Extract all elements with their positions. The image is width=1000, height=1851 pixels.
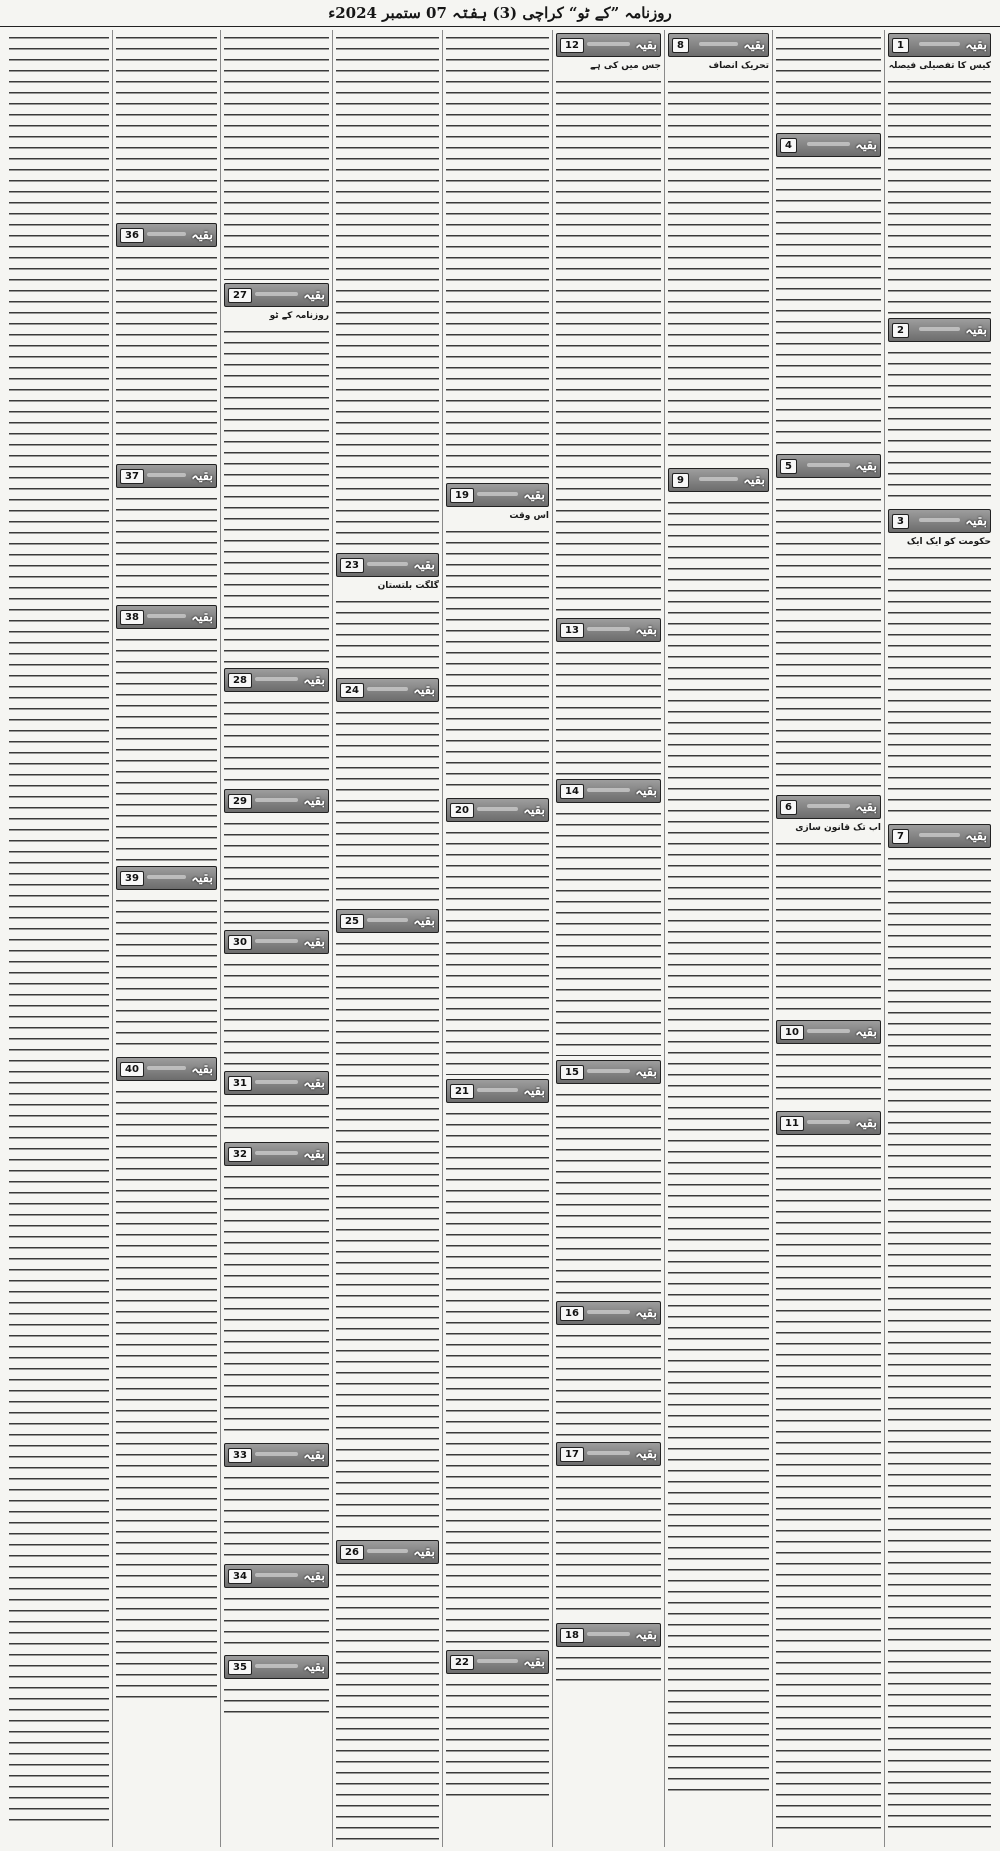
continuation-tag: 2 بقیہ: [888, 318, 991, 342]
continuation-tag: 29 بقیہ: [224, 789, 329, 813]
continuation-23: [336, 553, 439, 674]
continuation-tag: 30 بقیہ: [224, 930, 329, 954]
continuation-35: [224, 1655, 329, 1722]
story-body: [336, 30, 439, 550]
story-body: [9, 30, 109, 1830]
continuation-tag: 28 بقیہ: [224, 668, 329, 692]
continuation-tag: 24 بقیہ: [336, 678, 439, 702]
continuation-13: [556, 618, 661, 775]
continuation-33: [224, 1443, 329, 1560]
continuation-tag: 34 بقیہ: [224, 1564, 329, 1588]
columns: [6, 30, 994, 1847]
story-body: [336, 705, 439, 905]
continuation-5: [776, 454, 881, 791]
continuation-tag: 33 بقیہ: [224, 1443, 329, 1467]
story-body: [776, 1138, 881, 1838]
story-body: [224, 324, 329, 664]
story-body: [888, 345, 991, 505]
story-body: [556, 1087, 661, 1297]
continuation-32: [224, 1142, 329, 1439]
story-body: [224, 1591, 329, 1651]
continuation-tag: 27 بقیہ: [224, 283, 329, 307]
continuation-tag: 16 بقیہ: [556, 1301, 661, 1325]
story-body: [776, 836, 881, 1016]
continuation-24: [336, 678, 439, 905]
continuation-21: [446, 1079, 549, 1646]
continuation-tag: 9 بقیہ: [668, 468, 769, 492]
continuation-37: [116, 464, 217, 601]
story-body: [224, 695, 329, 785]
story-body: [556, 1650, 661, 1690]
column-2: [772, 30, 884, 1847]
masthead: [0, 0, 1000, 27]
continuation-31: [224, 1071, 329, 1138]
continuation-tag: 21 بقیہ: [446, 1079, 549, 1103]
story-body: [224, 1098, 329, 1138]
continuation-39: [116, 866, 217, 1053]
story-body: [556, 1469, 661, 1619]
continuation-tag: 1 بقیہ: [888, 33, 991, 57]
story-body: [224, 816, 329, 926]
story-lede: گلگت بلتستان: [377, 581, 439, 591]
column-4: [552, 30, 664, 1847]
continuation-tag: 23 بقیہ: [336, 553, 439, 577]
column-1: [884, 30, 994, 1847]
continuation-16: [556, 1301, 661, 1438]
story-lede: اس وقت: [509, 511, 549, 521]
continuation-15: [556, 1060, 661, 1297]
continuation-tag: 39 بقیہ: [116, 866, 217, 890]
continuation-6: [776, 795, 881, 1016]
continuation-tag: 36 بقیہ: [116, 223, 217, 247]
continuation-tag: 31 بقیہ: [224, 1071, 329, 1095]
continuation-19: [446, 483, 549, 794]
continuation-10: [776, 1020, 881, 1107]
continuation-4: [776, 133, 881, 450]
story-body: [776, 160, 881, 450]
continuation-tag: 11 بقیہ: [776, 1111, 881, 1135]
continuation-tag: 40 بقیہ: [116, 1057, 217, 1081]
continuation-tag: 32 بقیہ: [224, 1142, 329, 1166]
continuation-tag: 5 بقیہ: [776, 454, 881, 478]
continuation-tag: 3 بقیہ: [888, 509, 991, 533]
continuation-tag: 17 بقیہ: [556, 1442, 661, 1466]
continuation-tag: 15 بقیہ: [556, 1060, 661, 1084]
continuation-tag: 20 بقیہ: [446, 798, 549, 822]
continuation-1: [888, 33, 991, 314]
continuation-tag: 4 بقیہ: [776, 133, 881, 157]
story-lede: تحریک انصاف: [708, 61, 769, 71]
continuation-tag: 8 بقیہ: [668, 33, 769, 57]
continuation-9: [668, 468, 769, 1795]
story-body: [776, 30, 881, 130]
continuation-36: [116, 223, 217, 460]
story-body: [224, 1470, 329, 1560]
story-body: [556, 74, 661, 614]
continuation-tag: 38 بقیہ: [116, 605, 217, 629]
continuation-18: [556, 1623, 661, 1690]
column-8: [112, 30, 220, 1847]
continuation-28: [224, 668, 329, 785]
story-body: [556, 645, 661, 775]
story-body: [224, 30, 329, 280]
continuation-tag: 26 بقیہ: [336, 1540, 439, 1564]
continuation-tag: 35 بقیہ: [224, 1655, 329, 1679]
story-body: [116, 30, 217, 220]
story-body: [224, 1169, 329, 1439]
column-9: [6, 30, 112, 1847]
continuation-12: [556, 33, 661, 614]
story-lede: کیس کا تفصیلی فیصلہ: [888, 61, 991, 71]
continuation-3: [888, 509, 991, 820]
story-body: [336, 936, 439, 1536]
continuation-7: [888, 824, 991, 1831]
continuation-27: [224, 283, 329, 664]
story-body: [888, 851, 991, 1831]
continuation-34: [224, 1564, 329, 1651]
continuation-40: [116, 1057, 217, 1704]
story-body: [556, 1328, 661, 1438]
continuation-2: [888, 318, 991, 505]
story-body: [776, 481, 881, 791]
story-body: [556, 806, 661, 1056]
story-body: [668, 74, 769, 464]
continuation-tag: 22 بقیہ: [446, 1650, 549, 1674]
story-body: [116, 893, 217, 1053]
story-body: [446, 524, 549, 794]
continuation-tag: 37 بقیہ: [116, 464, 217, 488]
story-body: [668, 495, 769, 1795]
continuation-14: [556, 779, 661, 1056]
continuation-29: [224, 789, 329, 926]
continuation-tag: 18 بقیہ: [556, 1623, 661, 1647]
continuation-tag: 6 بقیہ: [776, 795, 881, 819]
continuation-tag: 19 بقیہ: [446, 483, 549, 507]
continuation-22: [446, 1650, 549, 1797]
story-body: [446, 1677, 549, 1797]
continuation-38: [116, 605, 217, 862]
story-lede: روزنامہ کے ٹو: [269, 311, 329, 321]
continuation-20: [446, 798, 549, 1075]
story-lede: اب تک قانون سازی: [795, 823, 881, 833]
column-3: [664, 30, 772, 1847]
masthead-title: روزنامہ ”کے ٹو“ کراچی (3) ہفتہ 07 ستمبر 2024ء: [328, 4, 672, 22]
continuation-26: [336, 1540, 439, 1847]
story-lede: جس میں کی ہے: [590, 61, 661, 71]
continuation-tag: 25 بقیہ: [336, 909, 439, 933]
story-lede: حکومت کو ایک ایک: [906, 537, 991, 547]
continuation-tag: 14 بقیہ: [556, 779, 661, 803]
story-body: [224, 957, 329, 1067]
story-body: [116, 632, 217, 862]
story-body: [446, 825, 549, 1075]
story-body: [336, 1567, 439, 1847]
continuation-25: [336, 909, 439, 1536]
story-body: [116, 250, 217, 460]
story-body: [888, 550, 991, 820]
story-body: [888, 74, 991, 314]
continuation-tag: 12 بقیہ: [556, 33, 661, 57]
column-5: [442, 30, 552, 1847]
continuation-tag: 13 بقیہ: [556, 618, 661, 642]
continuation-tag: 7 بقیہ: [888, 824, 991, 848]
continuation-tag: 10 بقیہ: [776, 1020, 881, 1044]
column-6: [332, 30, 442, 1847]
continuation-8: [668, 33, 769, 464]
story-body: [776, 1047, 881, 1107]
story-body: [116, 491, 217, 601]
story-body: [336, 594, 439, 674]
continuation-11: [776, 1111, 881, 1838]
story-body: [224, 1682, 329, 1722]
story-body: [446, 1106, 549, 1646]
continuation-17: [556, 1442, 661, 1619]
story-body: [116, 1084, 217, 1704]
continuation-30: [224, 930, 329, 1067]
column-7: [220, 30, 332, 1847]
story-body: [446, 30, 549, 480]
